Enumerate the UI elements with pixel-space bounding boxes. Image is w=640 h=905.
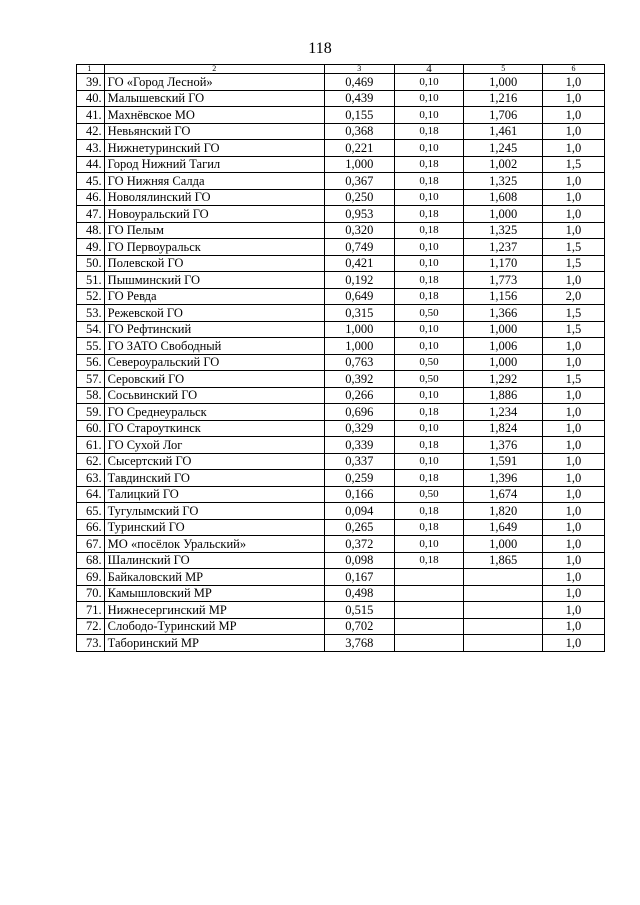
- row-number: 45.: [77, 173, 105, 190]
- col-5-value: 1,376: [464, 437, 543, 454]
- col-6-value: 1,0: [542, 107, 604, 124]
- col-3-value: 0,696: [324, 404, 394, 421]
- col-6-value: 1,0: [542, 222, 604, 239]
- table-row: [77, 321, 605, 338]
- row-number: 55.: [77, 338, 105, 355]
- table-row: [77, 239, 605, 256]
- col-5-value: 1,000: [464, 206, 543, 223]
- header-col-6: 6: [542, 65, 604, 74]
- col-4-value: [394, 618, 464, 635]
- table-row: [77, 602, 605, 619]
- col-5-value: [464, 602, 543, 619]
- municipality-name: ГО Староуткинск: [104, 420, 324, 437]
- col-4-value: [394, 569, 464, 586]
- col-4-value: 0,10: [394, 321, 464, 338]
- col-6-value: 1,0: [542, 470, 604, 487]
- row-number: 60.: [77, 420, 105, 437]
- table-row: [77, 222, 605, 239]
- col-4-value: 0,10: [394, 453, 464, 470]
- col-5-value: [464, 635, 543, 652]
- col-6-value: 1,5: [542, 255, 604, 272]
- col-5-value: [464, 569, 543, 586]
- col-6-value: 1,0: [542, 453, 604, 470]
- col-6-value: 1,0: [542, 519, 604, 536]
- col-4-value: 0,10: [394, 255, 464, 272]
- col-3-value: 0,155: [324, 107, 394, 124]
- row-number: 46.: [77, 189, 105, 206]
- row-number: 64.: [77, 486, 105, 503]
- col-5-value: 1,820: [464, 503, 543, 520]
- col-5-value: [464, 618, 543, 635]
- col-5-value: 1,000: [464, 74, 543, 91]
- row-number: 62.: [77, 453, 105, 470]
- col-5-value: 1,591: [464, 453, 543, 470]
- municipality-name: ГО Первоуральск: [104, 239, 324, 256]
- col-6-value: 1,5: [542, 321, 604, 338]
- col-4-value: 0,18: [394, 123, 464, 140]
- row-number: 53.: [77, 305, 105, 322]
- row-number: 41.: [77, 107, 105, 124]
- municipality-name: Тавдинский ГО: [104, 470, 324, 487]
- table-row: [77, 618, 605, 635]
- table-row: [77, 552, 605, 569]
- col-4-value: 0,18: [394, 503, 464, 520]
- col-3-value: 0,250: [324, 189, 394, 206]
- col-3-value: 0,337: [324, 453, 394, 470]
- col-3-value: 0,515: [324, 602, 394, 619]
- col-5-value: 1,649: [464, 519, 543, 536]
- col-6-value: 1,5: [542, 371, 604, 388]
- municipality-name: Шалинский ГО: [104, 552, 324, 569]
- col-6-value: 1,0: [542, 74, 604, 91]
- table-row: [77, 255, 605, 272]
- col-5-value: 1,325: [464, 222, 543, 239]
- municipality-name: Пышминский ГО: [104, 272, 324, 289]
- col-4-value: 0,10: [394, 140, 464, 157]
- col-3-value: 0,166: [324, 486, 394, 503]
- col-6-value: 1,0: [542, 90, 604, 107]
- municipality-name: ГО Нижняя Салда: [104, 173, 324, 190]
- row-number: 69.: [77, 569, 105, 586]
- municipality-name: ГО Пелым: [104, 222, 324, 239]
- col-5-value: 1,366: [464, 305, 543, 322]
- row-number: 61.: [77, 437, 105, 454]
- col-4-value: 0,10: [394, 338, 464, 355]
- municipality-name: Нижнетуринский ГО: [104, 140, 324, 157]
- row-number: 67.: [77, 536, 105, 553]
- col-4-value: 0,18: [394, 222, 464, 239]
- municipality-name: Город Нижний Тагил: [104, 156, 324, 173]
- table-row: [77, 123, 605, 140]
- col-3-value: 0,167: [324, 569, 394, 586]
- municipality-name: Сосьвинский ГО: [104, 387, 324, 404]
- col-4-value: [394, 602, 464, 619]
- table-row: [77, 305, 605, 322]
- table-row: [77, 189, 605, 206]
- col-5-value: 1,170: [464, 255, 543, 272]
- col-5-value: 1,216: [464, 90, 543, 107]
- table-row: [77, 156, 605, 173]
- table-row: [77, 536, 605, 553]
- table-row: [77, 90, 605, 107]
- col-5-value: 1,237: [464, 239, 543, 256]
- row-number: 49.: [77, 239, 105, 256]
- col-6-value: 1,0: [542, 503, 604, 520]
- col-3-value: 0,315: [324, 305, 394, 322]
- col-6-value: 2,0: [542, 288, 604, 305]
- col-4-value: 0,18: [394, 173, 464, 190]
- col-5-value: 1,865: [464, 552, 543, 569]
- row-number: 50.: [77, 255, 105, 272]
- table-row: [77, 503, 605, 520]
- table-row: [77, 288, 605, 305]
- col-5-value: 1,824: [464, 420, 543, 437]
- col-5-value: 1,608: [464, 189, 543, 206]
- col-3-value: 0,763: [324, 354, 394, 371]
- col-3-value: 0,702: [324, 618, 394, 635]
- col-4-value: 0,18: [394, 288, 464, 305]
- municipality-name: МО «посёлок Уральский»: [104, 536, 324, 553]
- header-col-3: 3: [324, 65, 394, 74]
- col-3-value: 0,469: [324, 74, 394, 91]
- col-6-value: 1,0: [542, 552, 604, 569]
- col-6-value: 1,0: [542, 602, 604, 619]
- col-4-value: 0,18: [394, 272, 464, 289]
- data-table: [76, 64, 605, 652]
- col-4-value: 0,18: [394, 206, 464, 223]
- col-4-value: 0,10: [394, 189, 464, 206]
- col-5-value: 1,773: [464, 272, 543, 289]
- row-number: 65.: [77, 503, 105, 520]
- table-row: [77, 569, 605, 586]
- table-row: [77, 371, 605, 388]
- municipality-name: ГО «Город Лесной»: [104, 74, 324, 91]
- table-row: [77, 420, 605, 437]
- header-col-2: 2: [104, 65, 324, 74]
- table-row: [77, 354, 605, 371]
- row-number: 73.: [77, 635, 105, 652]
- col-3-value: 0,649: [324, 288, 394, 305]
- row-number: 52.: [77, 288, 105, 305]
- col-4-value: 0,10: [394, 420, 464, 437]
- col-3-value: 0,421: [324, 255, 394, 272]
- municipality-name: Слободо-Туринский МР: [104, 618, 324, 635]
- col-3-value: 0,392: [324, 371, 394, 388]
- header-col-5: 5: [464, 65, 543, 74]
- col-5-value: 1,156: [464, 288, 543, 305]
- municipality-name: Североуральский ГО: [104, 354, 324, 371]
- col-4-value: 0,10: [394, 107, 464, 124]
- col-3-value: 0,098: [324, 552, 394, 569]
- municipality-name: Полевской ГО: [104, 255, 324, 272]
- col-4-value: 0,18: [394, 404, 464, 421]
- col-3-value: 3,768: [324, 635, 394, 652]
- col-6-value: 1,0: [542, 486, 604, 503]
- row-number: 39.: [77, 74, 105, 91]
- table-row: [77, 272, 605, 289]
- row-number: 59.: [77, 404, 105, 421]
- col-3-value: 0,265: [324, 519, 394, 536]
- row-number: 66.: [77, 519, 105, 536]
- municipality-name: Тугулымский ГО: [104, 503, 324, 520]
- col-6-value: 1,0: [542, 404, 604, 421]
- col-5-value: [464, 585, 543, 602]
- municipality-name: Таборинский МР: [104, 635, 324, 652]
- row-number: 58.: [77, 387, 105, 404]
- col-5-value: 1,674: [464, 486, 543, 503]
- row-number: 70.: [77, 585, 105, 602]
- col-4-value: 0,10: [394, 387, 464, 404]
- header-col-1: 1: [77, 65, 105, 74]
- col-6-value: 1,0: [542, 272, 604, 289]
- row-number: 48.: [77, 222, 105, 239]
- col-5-value: 1,396: [464, 470, 543, 487]
- table-row: [77, 338, 605, 355]
- col-5-value: 1,292: [464, 371, 543, 388]
- row-number: 44.: [77, 156, 105, 173]
- col-6-value: 1,0: [542, 618, 604, 635]
- municipality-name: Новоуральский ГО: [104, 206, 324, 223]
- table-row: [77, 585, 605, 602]
- municipality-name: ГО Рефтинский: [104, 321, 324, 338]
- col-5-value: 1,006: [464, 338, 543, 355]
- table-row: [77, 635, 605, 652]
- col-6-value: 1,0: [542, 387, 604, 404]
- table-row: [77, 486, 605, 503]
- col-6-value: 1,0: [542, 536, 604, 553]
- col-3-value: 1,000: [324, 321, 394, 338]
- table-row: [77, 74, 605, 91]
- municipality-name: Махнёвское МО: [104, 107, 324, 124]
- header-col-4: 4: [394, 65, 464, 74]
- col-6-value: 1,0: [542, 585, 604, 602]
- col-6-value: 1,0: [542, 140, 604, 157]
- row-number: 51.: [77, 272, 105, 289]
- table-row: [77, 140, 605, 157]
- col-3-value: 0,192: [324, 272, 394, 289]
- municipality-name: Байкаловский МР: [104, 569, 324, 586]
- row-number: 47.: [77, 206, 105, 223]
- col-4-value: 0,10: [394, 90, 464, 107]
- municipality-name: Туринский ГО: [104, 519, 324, 536]
- row-number: 72.: [77, 618, 105, 635]
- col-5-value: 1,234: [464, 404, 543, 421]
- col-3-value: 0,329: [324, 420, 394, 437]
- col-4-value: 0,10: [394, 536, 464, 553]
- col-6-value: 1,0: [542, 569, 604, 586]
- row-number: 57.: [77, 371, 105, 388]
- col-6-value: 1,0: [542, 206, 604, 223]
- col-6-value: 1,5: [542, 239, 604, 256]
- col-4-value: 0,18: [394, 156, 464, 173]
- col-4-value: 0,50: [394, 486, 464, 503]
- municipality-name: ГО Ревда: [104, 288, 324, 305]
- row-number: 40.: [77, 90, 105, 107]
- col-5-value: 1,000: [464, 321, 543, 338]
- municipality-name: Сысертский ГО: [104, 453, 324, 470]
- col-6-value: 1,0: [542, 437, 604, 454]
- col-3-value: 1,000: [324, 156, 394, 173]
- col-5-value: 1,325: [464, 173, 543, 190]
- row-number: 42.: [77, 123, 105, 140]
- col-4-value: 0,18: [394, 437, 464, 454]
- col-4-value: [394, 635, 464, 652]
- table-row: [77, 519, 605, 536]
- row-number: 63.: [77, 470, 105, 487]
- col-4-value: 0,10: [394, 74, 464, 91]
- col-3-value: 0,439: [324, 90, 394, 107]
- municipality-name: Невьянский ГО: [104, 123, 324, 140]
- col-6-value: 1,5: [542, 156, 604, 173]
- table-row: [77, 404, 605, 421]
- col-3-value: 0,367: [324, 173, 394, 190]
- table-row: [77, 387, 605, 404]
- col-4-value: 0,18: [394, 552, 464, 569]
- table-row: [77, 173, 605, 190]
- col-5-value: 1,461: [464, 123, 543, 140]
- col-3-value: 0,749: [324, 239, 394, 256]
- municipality-name: ГО Среднеуральск: [104, 404, 324, 421]
- col-3-value: 0,953: [324, 206, 394, 223]
- municipality-name: Серовский ГО: [104, 371, 324, 388]
- col-6-value: 1,5: [542, 305, 604, 322]
- row-number: 56.: [77, 354, 105, 371]
- municipality-name: ГО ЗАТО Свободный: [104, 338, 324, 355]
- col-5-value: 1,002: [464, 156, 543, 173]
- col-5-value: 1,000: [464, 536, 543, 553]
- col-3-value: 0,498: [324, 585, 394, 602]
- col-6-value: 1,0: [542, 338, 604, 355]
- municipality-name: ГО Сухой Лог: [104, 437, 324, 454]
- col-3-value: 0,266: [324, 387, 394, 404]
- table-row: [77, 107, 605, 124]
- row-number: 68.: [77, 552, 105, 569]
- municipality-name: Нижнесергинский МР: [104, 602, 324, 619]
- municipality-name: Новолялинский ГО: [104, 189, 324, 206]
- municipality-name: Камышловский МР: [104, 585, 324, 602]
- col-3-value: 0,221: [324, 140, 394, 157]
- col-5-value: 1,000: [464, 354, 543, 371]
- table-row: [77, 206, 605, 223]
- table-row: [77, 437, 605, 454]
- table-header-row: [77, 65, 605, 74]
- col-4-value: 0,50: [394, 305, 464, 322]
- col-5-value: 1,886: [464, 387, 543, 404]
- col-3-value: 0,372: [324, 536, 394, 553]
- row-number: 71.: [77, 602, 105, 619]
- municipality-name: Режевской ГО: [104, 305, 324, 322]
- col-6-value: 1,0: [542, 354, 604, 371]
- col-3-value: 0,259: [324, 470, 394, 487]
- row-number: 54.: [77, 321, 105, 338]
- municipality-name: Малышевский ГО: [104, 90, 324, 107]
- col-4-value: 0,18: [394, 519, 464, 536]
- table-row: [77, 470, 605, 487]
- col-6-value: 1,0: [542, 123, 604, 140]
- col-4-value: [394, 585, 464, 602]
- col-6-value: 1,0: [542, 173, 604, 190]
- municipality-name: Талицкий ГО: [104, 486, 324, 503]
- col-3-value: 0,094: [324, 503, 394, 520]
- col-3-value: 0,368: [324, 123, 394, 140]
- col-3-value: 0,339: [324, 437, 394, 454]
- col-3-value: 1,000: [324, 338, 394, 355]
- col-4-value: 0,50: [394, 371, 464, 388]
- col-6-value: 1,0: [542, 635, 604, 652]
- col-6-value: 1,0: [542, 189, 604, 206]
- col-4-value: 0,18: [394, 470, 464, 487]
- page-number: 118: [308, 40, 332, 57]
- table-row: [77, 453, 605, 470]
- col-6-value: 1,0: [542, 420, 604, 437]
- col-4-value: 0,50: [394, 354, 464, 371]
- col-4-value: 0,10: [394, 239, 464, 256]
- col-3-value: 0,320: [324, 222, 394, 239]
- col-5-value: 1,245: [464, 140, 543, 157]
- row-number: 43.: [77, 140, 105, 157]
- col-5-value: 1,706: [464, 107, 543, 124]
